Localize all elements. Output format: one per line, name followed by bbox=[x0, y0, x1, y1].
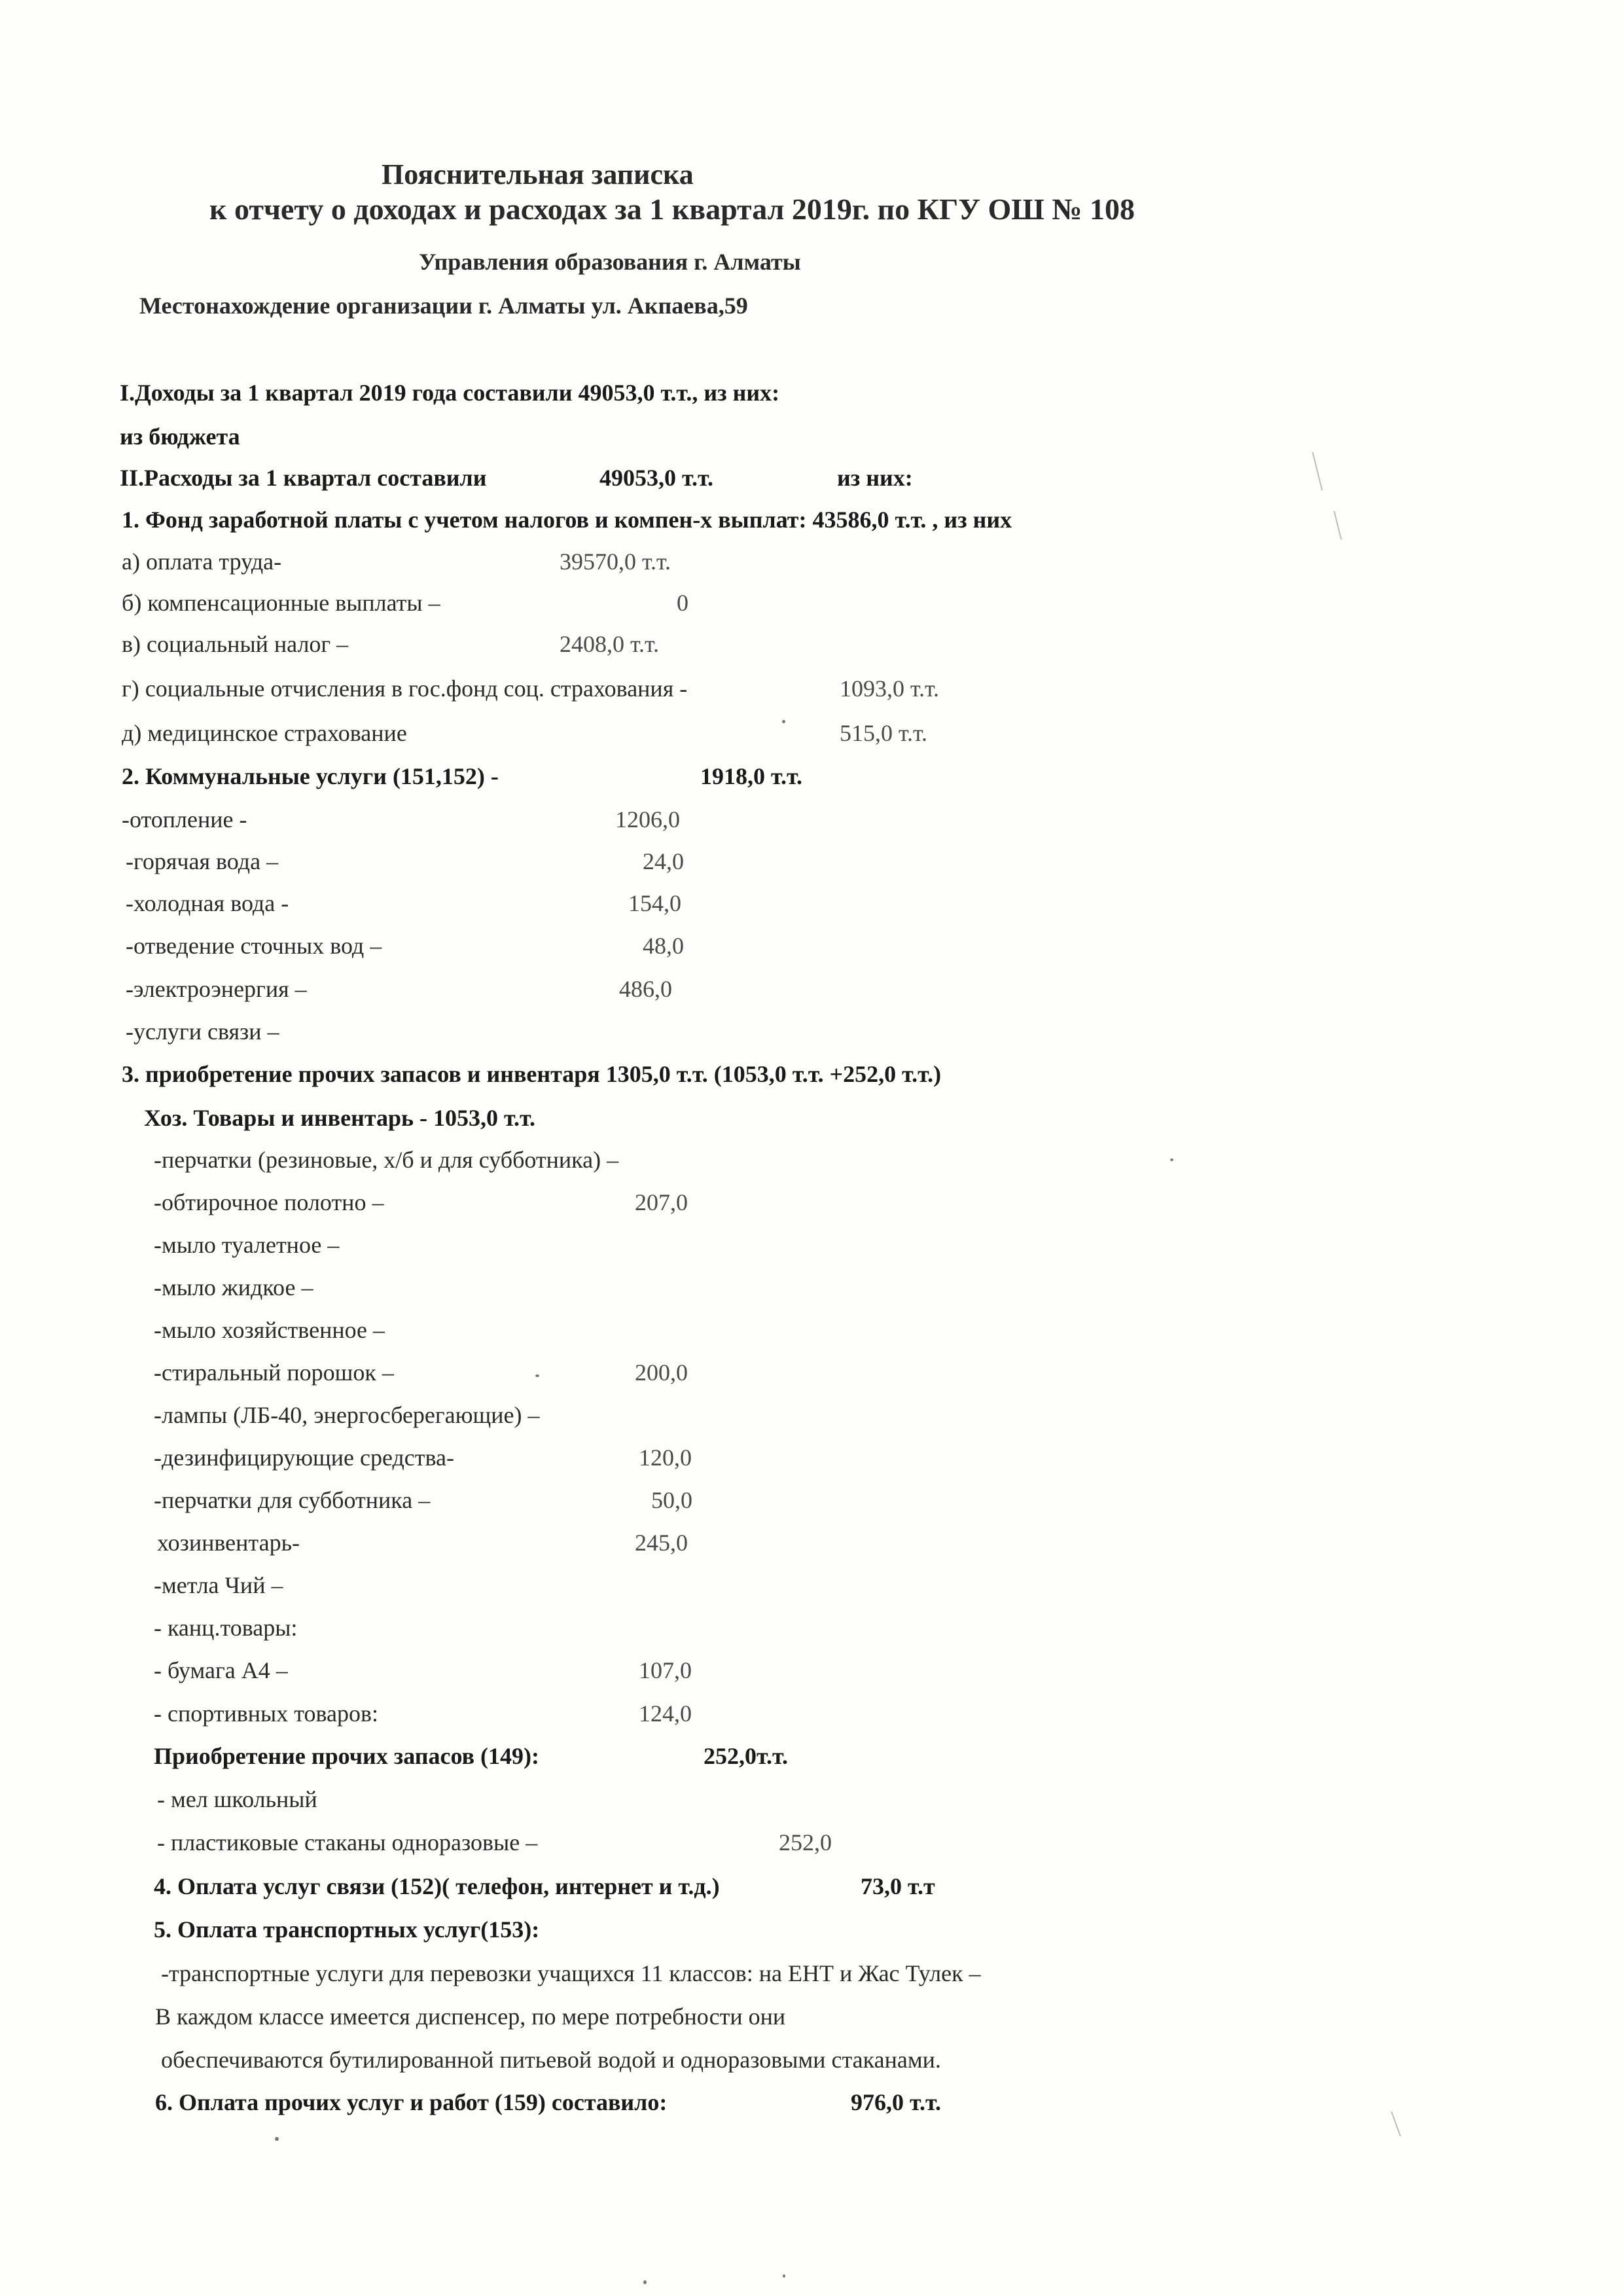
s1-item-value: 2408,0 т.т. bbox=[560, 631, 660, 657]
section-2-total: 1918,0 т.т. bbox=[700, 763, 802, 789]
scan-speck bbox=[275, 2137, 279, 2141]
s1-item-label: г) социальные отчисления в гос.фонд соц. страхования - bbox=[122, 675, 688, 702]
section-6-total: 976,0 т.т. bbox=[851, 2089, 941, 2115]
s3-item-label: хозинвентарь- bbox=[157, 1530, 300, 1556]
s2-item-value: 1206,0 bbox=[615, 806, 680, 833]
s3-item-label: -перчатки (резиновые, х/б и для субботника) – bbox=[154, 1147, 619, 1173]
scan-scratch bbox=[1391, 2111, 1401, 2136]
s3-item2-label: - пластиковые стаканы одноразовые – bbox=[157, 1829, 538, 1856]
s2-item-label: -холодная вода - bbox=[126, 890, 289, 916]
s3-item-value: 50,0 bbox=[651, 1487, 692, 1513]
section-1-heading: 1. Фонд заработной платы с учетом налогов и компен-х выплат: 43586,0 т.т. , из них bbox=[122, 507, 1012, 533]
s3-item-value: 207,0 bbox=[635, 1189, 688, 1215]
section-5-line: обеспечиваются бутилированной питьевой водой и одноразовыми стаканами. bbox=[161, 2047, 941, 2073]
s3-item-label: -мыло хозяйственное – bbox=[154, 1317, 385, 1343]
section-5-line: В каждом классе имеется диспенсер, по мере потребности они bbox=[155, 2003, 786, 2030]
s3-item-label: -лампы (ЛБ-40, энергосберегающие) – bbox=[154, 1402, 540, 1428]
doc-title: Пояснительная записка bbox=[382, 158, 694, 190]
s3-item-label: - бумага А4 – bbox=[154, 1657, 288, 1683]
s2-item-value: 48,0 bbox=[643, 933, 684, 959]
s1-item-label: а) оплата труда- bbox=[122, 548, 282, 575]
expenses-label: II.Расходы за 1 квартал составили bbox=[120, 465, 487, 491]
s3-item-label: -стиральный порошок – bbox=[154, 1359, 394, 1386]
section-3-sub2-total: 252,0т.т. bbox=[704, 1743, 788, 1769]
income-line: I.Доходы за 1 квартал 2019 года составили 49053,0 т.т., из них: bbox=[120, 380, 780, 406]
section-3-sub1: Хоз. Товары и инвентарь - 1053,0 т.т. bbox=[144, 1105, 535, 1131]
s3-item-value: 245,0 bbox=[635, 1530, 688, 1556]
s3-item-label: -мыло туалетное – bbox=[154, 1232, 340, 1258]
s3-item-label: -мыло жидкое – bbox=[154, 1274, 313, 1300]
income-source: из бюджета bbox=[120, 423, 240, 450]
s1-item-value: 0 bbox=[677, 590, 688, 616]
s2-item-label: -услуги связи – bbox=[126, 1018, 279, 1045]
s1-item-value: 515,0 т.т. bbox=[840, 720, 928, 746]
doc-subtitle: к отчету о доходах и расходах за 1 квартал 2019г. по КГУ ОШ № 108 bbox=[209, 192, 1135, 226]
s2-item-value: 24,0 bbox=[643, 848, 684, 874]
doc-location: Местонахождение организации г. Алматы ул. Акпаева,59 bbox=[139, 293, 748, 319]
section-2-heading: 2. Коммунальные услуги (151,152) - bbox=[122, 763, 499, 789]
s2-item-label: -горячая вода – bbox=[126, 848, 279, 874]
section-3-heading: 3. приобретение прочих запасов и инвентаря 1305,0 т.т. (1053,0 т.т. +252,0 т.т.) bbox=[122, 1061, 942, 1087]
scan-speck bbox=[535, 1374, 539, 1377]
scan-scratch bbox=[1312, 452, 1323, 491]
s2-item-label: -электроэнергия – bbox=[126, 976, 307, 1002]
s3-item-value: 200,0 bbox=[635, 1359, 688, 1386]
s2-item-label: -отведение сточных вод – bbox=[126, 933, 382, 959]
section-4-total: 73,0 т.т bbox=[861, 1873, 935, 1899]
scan-speck bbox=[643, 2280, 647, 2284]
scan-speck bbox=[1170, 1158, 1173, 1161]
scan-scratch bbox=[1334, 511, 1342, 539]
s3-item-label: - канц.товары: bbox=[154, 1615, 298, 1641]
s3-item-label: -перчатки для субботника – bbox=[154, 1487, 431, 1513]
s3-item-value: 107,0 bbox=[639, 1657, 692, 1683]
s3-item-label: -дезинфицирующие средства- bbox=[154, 1444, 454, 1471]
s3-item-label: -метла Чий – bbox=[154, 1572, 283, 1598]
s2-item-value: 486,0 bbox=[619, 976, 672, 1002]
expenses-suffix: из них: bbox=[837, 465, 913, 491]
section-6-heading: 6. Оплата прочих услуг и работ (159) составило: bbox=[155, 2089, 668, 2115]
s1-item-label: в) социальный налог – bbox=[122, 631, 349, 657]
s1-item-label: д) медицинское страхование bbox=[122, 720, 407, 746]
section-4-heading: 4. Оплата услуг связи (152)( телефон, интернет и т.д.) bbox=[154, 1873, 720, 1899]
doc-org: Управления образования г. Алматы bbox=[419, 249, 801, 275]
expenses-amount: 49053,0 т.т. bbox=[599, 465, 713, 491]
s3-item-label: - спортивных товаров: bbox=[154, 1700, 378, 1727]
s3-item-value: 120,0 bbox=[639, 1444, 692, 1471]
scan-speck bbox=[783, 2274, 785, 2278]
s3-item2-label: - мел школьный bbox=[157, 1786, 317, 1812]
s1-item-value: 39570,0 т.т. bbox=[560, 548, 671, 575]
section-3-sub2: Приобретение прочих запасов (149): bbox=[154, 1743, 539, 1769]
s2-item-value: 154,0 bbox=[628, 890, 681, 916]
s3-item2-value: 252,0 bbox=[779, 1829, 832, 1856]
section-5-line: -транспортные услуги для перевозки учащихся 11 классов: на ЕНТ и Жас Тулек – bbox=[161, 1960, 981, 1986]
s3-item-value: 124,0 bbox=[639, 1700, 692, 1727]
s1-item-value: 1093,0 т.т. bbox=[840, 675, 940, 702]
s3-item-label: -обтирочное полотно – bbox=[154, 1189, 384, 1215]
section-5-heading: 5. Оплата транспортных услуг(153): bbox=[154, 1916, 540, 1943]
s1-item-label: б) компенсационные выплаты – bbox=[122, 590, 440, 616]
scan-speck bbox=[782, 720, 785, 723]
s2-item-label: -отопление - bbox=[122, 806, 247, 833]
